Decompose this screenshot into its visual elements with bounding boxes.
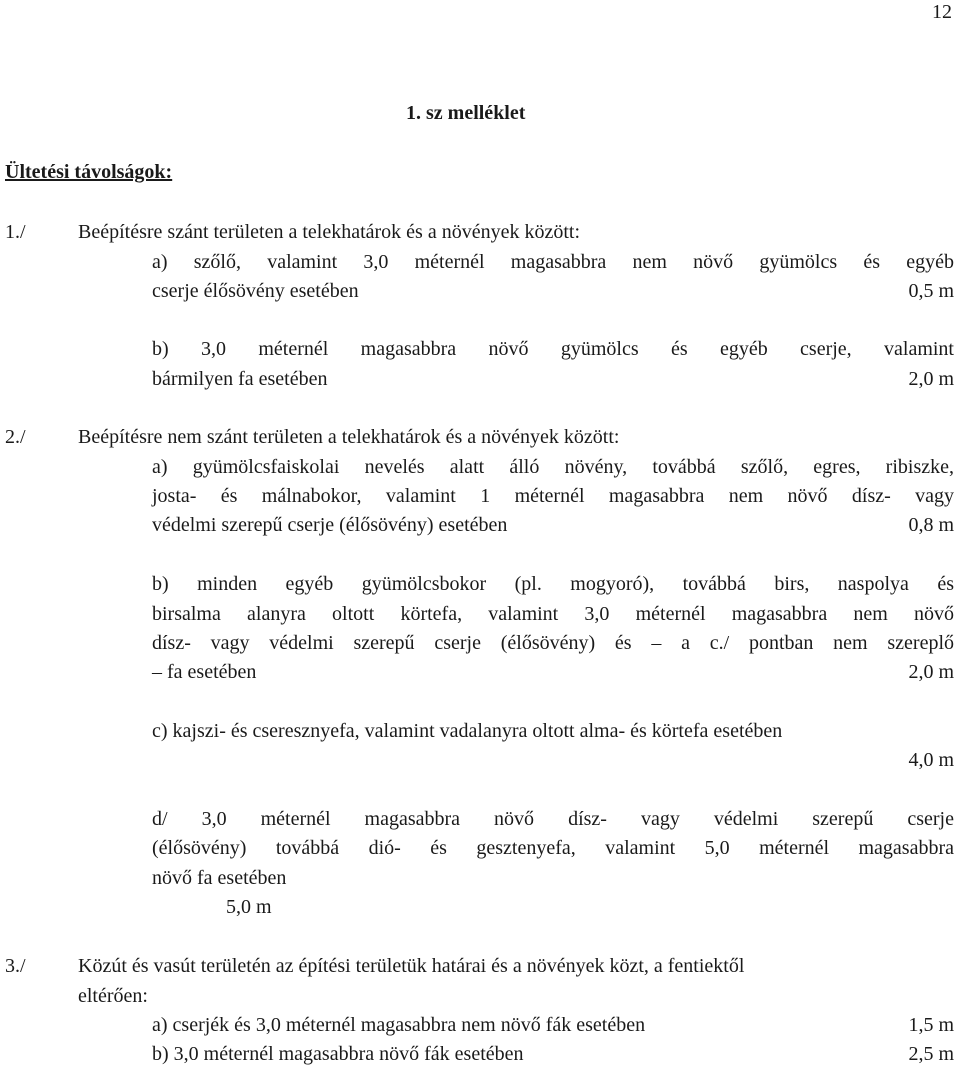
page-number: 12 (932, 1, 952, 23)
annex-title: 1. sz melléklet (406, 102, 526, 124)
item-heading: Közút és vasút területén az építési területük határai és a növények közt, a fentiektől (78, 955, 745, 977)
subitem-line: b) 3,0 méternél magasabbra növő gyümölcs és egyéb cserje, valamint (152, 338, 954, 360)
distance-value: 2,0 m (908, 368, 954, 390)
subitem-line: (élősövény) továbbá dió- és gesztenyefa, valamint 5,0 méternél magasabbra (152, 837, 954, 859)
item-number: 3./ (5, 955, 26, 977)
item-heading: Beépítésre szánt területen a telekhatárok és a növények között: (78, 221, 581, 243)
item-number: 2./ (5, 426, 26, 448)
item-heading: Beépítésre nem szánt területen a telekhatárok és a növények között: (78, 426, 620, 448)
distance-value: 1,5 m (908, 1014, 954, 1036)
subitem-line: növő fa esetében (152, 867, 287, 889)
subitem-last-line (152, 364, 954, 394)
distance-value: 2,5 m (908, 1043, 954, 1065)
distance-value: 0,5 m (908, 280, 954, 302)
distance-value: 5,0 m (226, 896, 272, 918)
item-heading: eltérően: (78, 985, 148, 1007)
distance-value: 0,8 m (908, 514, 954, 536)
subitem-line: b) minden egyéb gyümölcsbokor (pl. mogyoró), továbbá birs, naspolya és (152, 573, 954, 595)
item-number: 1./ (5, 221, 26, 243)
subitem-line: cserje élősövény esetében (152, 280, 359, 302)
subitem-line: a) szőlő, valamint 3,0 méternél magasabbra nem növő gyümölcs és egyéb (152, 251, 954, 273)
subitem-line: védelmi szerepű cserje (élősövény) esetében (152, 514, 508, 536)
subitem-line: – fa esetében (152, 661, 257, 683)
distance-value: 2,0 m (908, 661, 954, 683)
section-title: Ültetési távolságok: (5, 161, 173, 183)
subitem-line: d/ 3,0 méternél magasabbra növő dísz- vagy védelmi szerepű cserje (152, 808, 954, 830)
subitem-line: a) cserjék és 3,0 méternél magasabbra nem növő fák esetében (152, 1014, 646, 1036)
subitem-line: birsalma alanyra oltott körtefa, valamint 3,0 méternél magasabbra nem növő (152, 603, 954, 625)
subitem-line: dísz- vagy védelmi szerepű cserje (élősövény) és – a c./ pontban nem szereplő (152, 632, 954, 654)
subitem-last-line (152, 657, 954, 687)
subitem-line: josta- és málnabokor, valamint 1 méternél magasabbra nem növő dísz- vagy (152, 485, 954, 507)
subitem-line: c) kajszi- és cseresznyefa, valamint vadalanyra oltott alma- és körtefa esetében (152, 720, 783, 742)
subitem-last-line (152, 276, 954, 306)
subitem-last-line (152, 510, 954, 540)
distance-value: 4,0 m (908, 749, 954, 771)
subitem-line: bármilyen fa esetében (152, 368, 328, 390)
subitem-line: a) gyümölcsfaiskolai nevelés alatt álló növény, továbbá szőlő, egres, ribiszke, (152, 456, 954, 478)
subitem-line: b) 3,0 méternél magasabbra növő fák esetében (152, 1043, 524, 1065)
